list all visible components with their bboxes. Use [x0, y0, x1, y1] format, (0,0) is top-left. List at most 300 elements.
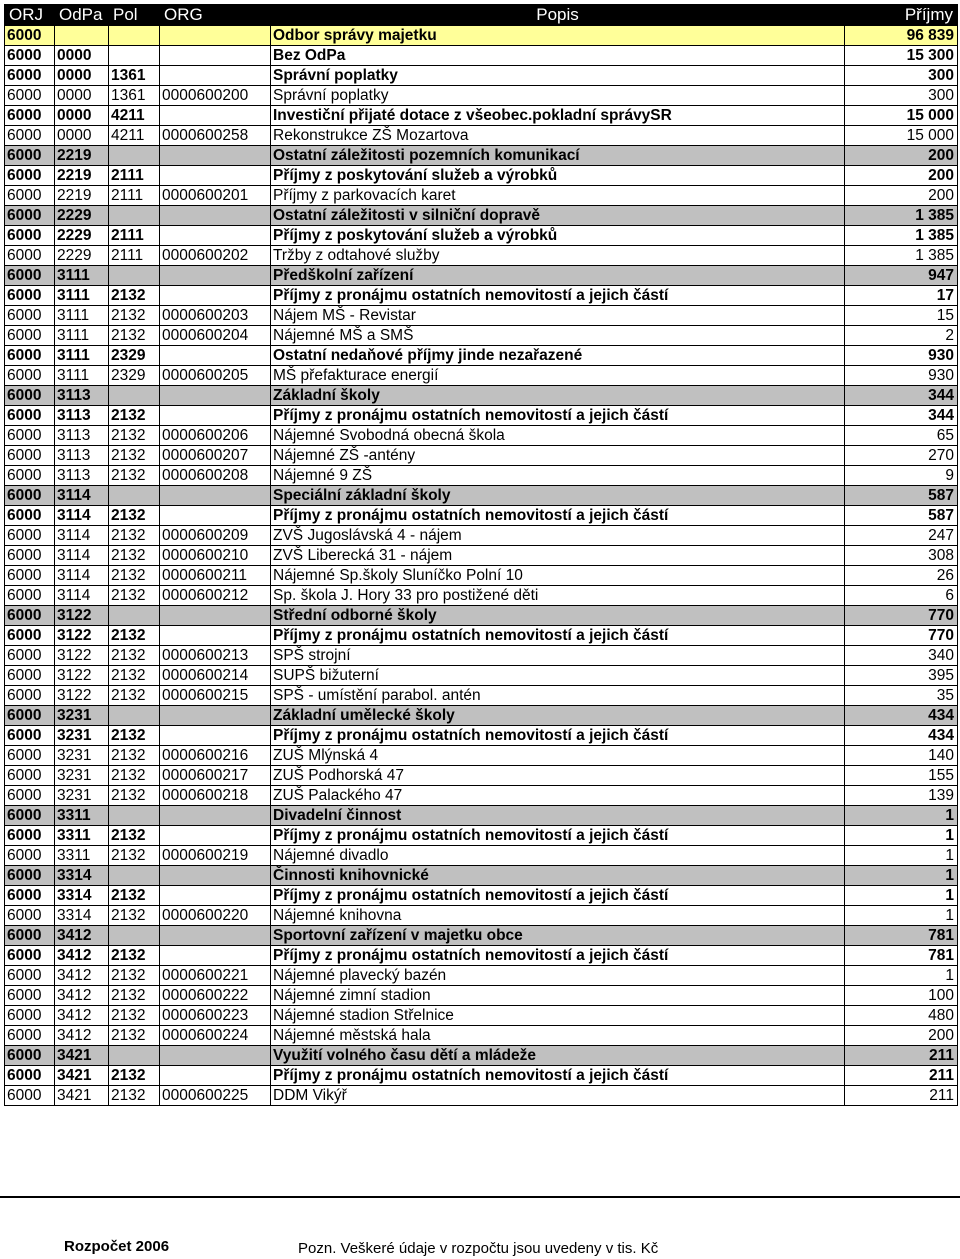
cell-orj[interactable]: 6000: [5, 226, 55, 246]
cell-orj[interactable]: 6000: [5, 1006, 55, 1026]
cell-org[interactable]: 0000600220: [160, 906, 271, 926]
cell-popis[interactable]: Příjmy z pronájmu ostatních nemovitostí a jejich částí: [271, 506, 845, 526]
cell-orj[interactable]: 6000: [5, 506, 55, 526]
cell-popis[interactable]: ZUŠ Podhorská 47: [271, 766, 845, 786]
cell-orj[interactable]: 6000: [5, 966, 55, 986]
cell-org[interactable]: [160, 166, 271, 186]
cell-popis[interactable]: Příjmy z pronájmu ostatních nemovitostí a jejich částí: [271, 406, 845, 426]
cell-orj[interactable]: 6000: [5, 686, 55, 706]
cell-popis[interactable]: Příjmy z pronájmu ostatních nemovitostí a jejich částí: [271, 826, 845, 846]
cell-pol[interactable]: [109, 46, 160, 66]
cell-org[interactable]: 0000600216: [160, 746, 271, 766]
cell-pol[interactable]: 2132: [109, 626, 160, 646]
cell-pol[interactable]: 2111: [109, 166, 160, 186]
cell-popis[interactable]: Ostatní záležitosti pozemních komunikací: [271, 146, 845, 166]
cell-prijmy[interactable]: 1: [845, 966, 958, 986]
cell-prijmy[interactable]: 26: [845, 566, 958, 586]
cell-org[interactable]: 0000600258: [160, 126, 271, 146]
cell-orj[interactable]: 6000: [5, 806, 55, 826]
cell-org[interactable]: [160, 106, 271, 126]
cell-odpa[interactable]: 2229: [55, 246, 109, 266]
table-row[interactable]: [5, 226, 958, 246]
table-row[interactable]: [5, 906, 958, 926]
cell-prijmy[interactable]: 15: [845, 306, 958, 326]
cell-odpa[interactable]: 3111: [55, 346, 109, 366]
cell-orj[interactable]: 6000: [5, 666, 55, 686]
table-row[interactable]: [5, 726, 958, 746]
cell-popis[interactable]: Nájemné plavecký bazén: [271, 966, 845, 986]
cell-prijmy[interactable]: 1 385: [845, 206, 958, 226]
cell-odpa[interactable]: 3311: [55, 846, 109, 866]
cell-pol[interactable]: 2132: [109, 1086, 160, 1106]
cell-prijmy[interactable]: 770: [845, 626, 958, 646]
cell-popis[interactable]: ZVŠ Liberecká 31 - nájem: [271, 546, 845, 566]
cell-orj[interactable]: 6000: [5, 786, 55, 806]
table-row[interactable]: [5, 686, 958, 706]
cell-popis[interactable]: Bez OdPa: [271, 46, 845, 66]
cell-prijmy[interactable]: 9: [845, 466, 958, 486]
cell-prijmy[interactable]: 308: [845, 546, 958, 566]
table-row[interactable]: [5, 26, 958, 46]
cell-odpa[interactable]: 0000: [55, 66, 109, 86]
cell-odpa[interactable]: 3113: [55, 446, 109, 466]
cell-odpa[interactable]: 3114: [55, 486, 109, 506]
cell-pol[interactable]: 2132: [109, 426, 160, 446]
cell-prijmy[interactable]: 947: [845, 266, 958, 286]
cell-orj[interactable]: 6000: [5, 706, 55, 726]
cell-popis[interactable]: Nájemné stadion Střelnice: [271, 1006, 845, 1026]
table-row[interactable]: [5, 266, 958, 286]
cell-odpa[interactable]: 3412: [55, 966, 109, 986]
cell-pol[interactable]: 1361: [109, 66, 160, 86]
column-header-pol[interactable]: Pol: [109, 5, 160, 26]
cell-popis[interactable]: Nájemné divadlo: [271, 846, 845, 866]
cell-prijmy[interactable]: 434: [845, 726, 958, 746]
cell-org[interactable]: [160, 46, 271, 66]
table-row[interactable]: [5, 926, 958, 946]
cell-org[interactable]: 0000600215: [160, 686, 271, 706]
cell-pol[interactable]: 2132: [109, 326, 160, 346]
cell-pol[interactable]: 2329: [109, 346, 160, 366]
cell-prijmy[interactable]: 1: [845, 866, 958, 886]
cell-orj[interactable]: 6000: [5, 386, 55, 406]
cell-prijmy[interactable]: 1: [845, 806, 958, 826]
column-header-odpa[interactable]: OdPa: [55, 5, 109, 26]
cell-org[interactable]: 0000600206: [160, 426, 271, 446]
cell-popis[interactable]: DDM Vikýř: [271, 1086, 845, 1106]
table-row[interactable]: [5, 46, 958, 66]
cell-pol[interactable]: [109, 806, 160, 826]
cell-orj[interactable]: 6000: [5, 846, 55, 866]
cell-prijmy[interactable]: 781: [845, 946, 958, 966]
cell-popis[interactable]: Nájemné městská hala: [271, 1026, 845, 1046]
cell-orj[interactable]: 6000: [5, 746, 55, 766]
cell-prijmy[interactable]: 340: [845, 646, 958, 666]
cell-prijmy[interactable]: 1 385: [845, 246, 958, 266]
cell-pol[interactable]: 2132: [109, 826, 160, 846]
cell-orj[interactable]: 6000: [5, 566, 55, 586]
cell-popis[interactable]: SPŠ strojní: [271, 646, 845, 666]
table-row[interactable]: [5, 426, 958, 446]
cell-popis[interactable]: MŠ přefakturace energií: [271, 366, 845, 386]
cell-odpa[interactable]: 3122: [55, 666, 109, 686]
cell-popis[interactable]: Ostatní nedaňové příjmy jinde nezařazené: [271, 346, 845, 366]
cell-prijmy[interactable]: 587: [845, 486, 958, 506]
cell-org[interactable]: 0000600205: [160, 366, 271, 386]
cell-popis[interactable]: Využití volného času dětí a mládeže: [271, 1046, 845, 1066]
cell-odpa[interactable]: 3113: [55, 466, 109, 486]
cell-prijmy[interactable]: 344: [845, 386, 958, 406]
table-row[interactable]: [5, 846, 958, 866]
cell-orj[interactable]: 6000: [5, 886, 55, 906]
cell-popis[interactable]: Správní poplatky: [271, 86, 845, 106]
cell-pol[interactable]: 2132: [109, 546, 160, 566]
cell-popis[interactable]: Divadelní činnost: [271, 806, 845, 826]
cell-pol[interactable]: 2132: [109, 1026, 160, 1046]
table-row[interactable]: [5, 126, 958, 146]
cell-orj[interactable]: 6000: [5, 926, 55, 946]
cell-org[interactable]: 0000600201: [160, 186, 271, 206]
cell-popis[interactable]: Tržby z odtahové služby: [271, 246, 845, 266]
table-row[interactable]: [5, 1026, 958, 1046]
cell-prijmy[interactable]: 96 839: [845, 26, 958, 46]
cell-org[interactable]: 0000600200: [160, 86, 271, 106]
cell-orj[interactable]: 6000: [5, 86, 55, 106]
cell-org[interactable]: [160, 486, 271, 506]
cell-pol[interactable]: 2132: [109, 666, 160, 686]
column-header-org[interactable]: ORG: [160, 5, 271, 26]
cell-org[interactable]: 0000600207: [160, 446, 271, 466]
cell-odpa[interactable]: 3311: [55, 826, 109, 846]
cell-pol[interactable]: 2132: [109, 726, 160, 746]
cell-org[interactable]: [160, 706, 271, 726]
cell-pol[interactable]: 2132: [109, 306, 160, 326]
cell-prijmy[interactable]: 1: [845, 886, 958, 906]
cell-org[interactable]: 0000600217: [160, 766, 271, 786]
cell-orj[interactable]: 6000: [5, 726, 55, 746]
cell-pol[interactable]: 1361: [109, 86, 160, 106]
cell-prijmy[interactable]: 770: [845, 606, 958, 626]
cell-prijmy[interactable]: 65: [845, 426, 958, 446]
cell-pol[interactable]: [109, 866, 160, 886]
cell-orj[interactable]: 6000: [5, 1046, 55, 1066]
cell-popis[interactable]: Příjmy z poskytování služeb a výrobků: [271, 226, 845, 246]
cell-pol[interactable]: 2132: [109, 686, 160, 706]
cell-pol[interactable]: 2111: [109, 186, 160, 206]
cell-prijmy[interactable]: 211: [845, 1086, 958, 1106]
cell-odpa[interactable]: 3111: [55, 286, 109, 306]
cell-org[interactable]: 0000600221: [160, 966, 271, 986]
cell-odpa[interactable]: 3114: [55, 506, 109, 526]
cell-odpa[interactable]: 3412: [55, 1026, 109, 1046]
table-row[interactable]: [5, 106, 958, 126]
table-row[interactable]: [5, 546, 958, 566]
cell-orj[interactable]: 6000: [5, 606, 55, 626]
cell-org[interactable]: 0000600209: [160, 526, 271, 546]
cell-odpa[interactable]: 2229: [55, 206, 109, 226]
cell-orj[interactable]: 6000: [5, 486, 55, 506]
cell-orj[interactable]: 6000: [5, 326, 55, 346]
cell-org[interactable]: [160, 806, 271, 826]
cell-pol[interactable]: 2132: [109, 766, 160, 786]
cell-org[interactable]: 0000600214: [160, 666, 271, 686]
table-row[interactable]: [5, 286, 958, 306]
cell-popis[interactable]: Příjmy z pronájmu ostatních nemovitostí a jejich částí: [271, 286, 845, 306]
cell-org[interactable]: 0000600225: [160, 1086, 271, 1106]
cell-prijmy[interactable]: 395: [845, 666, 958, 686]
cell-orj[interactable]: 6000: [5, 866, 55, 886]
table-row[interactable]: [5, 406, 958, 426]
cell-pol[interactable]: 2132: [109, 526, 160, 546]
cell-popis[interactable]: ZUŠ Palackého 47: [271, 786, 845, 806]
cell-popis[interactable]: Nájemné 9 ZŠ: [271, 466, 845, 486]
cell-orj[interactable]: 6000: [5, 186, 55, 206]
cell-popis[interactable]: Nájemné ZŠ -antény: [271, 446, 845, 466]
table-row[interactable]: [5, 66, 958, 86]
cell-popis[interactable]: ZUŠ Mlýnská 4: [271, 746, 845, 766]
cell-odpa[interactable]: 3111: [55, 326, 109, 346]
cell-pol[interactable]: 2132: [109, 566, 160, 586]
table-row[interactable]: [5, 1086, 958, 1106]
table-row[interactable]: [5, 786, 958, 806]
cell-prijmy[interactable]: 17: [845, 286, 958, 306]
cell-pol[interactable]: 2132: [109, 1066, 160, 1086]
cell-orj[interactable]: 6000: [5, 526, 55, 546]
cell-odpa[interactable]: 3421: [55, 1086, 109, 1106]
table-row[interactable]: [5, 986, 958, 1006]
cell-prijmy[interactable]: 930: [845, 366, 958, 386]
cell-odpa[interactable]: 3412: [55, 926, 109, 946]
table-row[interactable]: [5, 1046, 958, 1066]
cell-pol[interactable]: [109, 386, 160, 406]
table-row[interactable]: [5, 1006, 958, 1026]
table-row[interactable]: [5, 946, 958, 966]
table-row[interactable]: [5, 566, 958, 586]
cell-popis[interactable]: Příjmy z pronájmu ostatních nemovitostí a jejich částí: [271, 946, 845, 966]
cell-org[interactable]: 0000600218: [160, 786, 271, 806]
cell-org[interactable]: [160, 926, 271, 946]
cell-odpa[interactable]: 3114: [55, 526, 109, 546]
cell-pol[interactable]: [109, 206, 160, 226]
cell-odpa[interactable]: 3421: [55, 1066, 109, 1086]
table-row[interactable]: [5, 326, 958, 346]
cell-prijmy[interactable]: 211: [845, 1066, 958, 1086]
table-row[interactable]: [5, 766, 958, 786]
cell-prijmy[interactable]: 2: [845, 326, 958, 346]
column-header-orj[interactable]: ORJ: [5, 5, 55, 26]
cell-pol[interactable]: 2132: [109, 886, 160, 906]
table-row[interactable]: [5, 626, 958, 646]
cell-odpa[interactable]: 3231: [55, 706, 109, 726]
cell-popis[interactable]: Nájemné knihovna: [271, 906, 845, 926]
cell-org[interactable]: [160, 346, 271, 366]
cell-org[interactable]: 0000600208: [160, 466, 271, 486]
cell-odpa[interactable]: 3114: [55, 566, 109, 586]
cell-odpa[interactable]: 0000: [55, 46, 109, 66]
cell-popis[interactable]: Ostatní záležitosti v silniční dopravě: [271, 206, 845, 226]
table-row[interactable]: [5, 86, 958, 106]
cell-popis[interactable]: Nájemné Sp.školy Sluníčko Polní 10: [271, 566, 845, 586]
cell-prijmy[interactable]: 1: [845, 906, 958, 926]
table-row[interactable]: [5, 886, 958, 906]
table-row[interactable]: [5, 606, 958, 626]
cell-prijmy[interactable]: 300: [845, 86, 958, 106]
cell-popis[interactable]: Střední odborné školy: [271, 606, 845, 626]
cell-odpa[interactable]: 3122: [55, 686, 109, 706]
cell-prijmy[interactable]: 6: [845, 586, 958, 606]
cell-orj[interactable]: 6000: [5, 826, 55, 846]
cell-org[interactable]: [160, 726, 271, 746]
cell-orj[interactable]: 6000: [5, 446, 55, 466]
cell-orj[interactable]: 6000: [5, 166, 55, 186]
cell-odpa[interactable]: 3114: [55, 546, 109, 566]
cell-prijmy[interactable]: 1: [845, 846, 958, 866]
cell-org[interactable]: [160, 26, 271, 46]
cell-odpa[interactable]: 3311: [55, 806, 109, 826]
table-row[interactable]: [5, 246, 958, 266]
cell-prijmy[interactable]: 247: [845, 526, 958, 546]
table-row[interactable]: [5, 146, 958, 166]
cell-odpa[interactable]: 2219: [55, 166, 109, 186]
cell-prijmy[interactable]: 1: [845, 826, 958, 846]
cell-orj[interactable]: 6000: [5, 986, 55, 1006]
cell-orj[interactable]: 6000: [5, 126, 55, 146]
table-row[interactable]: [5, 746, 958, 766]
cell-prijmy[interactable]: 1 385: [845, 226, 958, 246]
cell-odpa[interactable]: 3113: [55, 426, 109, 446]
cell-orj[interactable]: 6000: [5, 1086, 55, 1106]
cell-popis[interactable]: Sp. škola J. Hory 33 pro postižené děti: [271, 586, 845, 606]
cell-prijmy[interactable]: 781: [845, 926, 958, 946]
cell-odpa[interactable]: 0000: [55, 86, 109, 106]
cell-org[interactable]: [160, 386, 271, 406]
cell-pol[interactable]: 4211: [109, 106, 160, 126]
cell-pol[interactable]: 2132: [109, 1006, 160, 1026]
cell-prijmy[interactable]: 480: [845, 1006, 958, 1026]
cell-prijmy[interactable]: 211: [845, 1046, 958, 1066]
table-row[interactable]: [5, 806, 958, 826]
cell-odpa[interactable]: 3314: [55, 866, 109, 886]
cell-orj[interactable]: 6000: [5, 286, 55, 306]
cell-odpa[interactable]: 3113: [55, 406, 109, 426]
cell-prijmy[interactable]: 15 000: [845, 106, 958, 126]
cell-pol[interactable]: 2132: [109, 506, 160, 526]
table-row[interactable]: [5, 386, 958, 406]
cell-popis[interactable]: SUPŠ bižuterní: [271, 666, 845, 686]
cell-org[interactable]: [160, 66, 271, 86]
cell-org[interactable]: [160, 1066, 271, 1086]
cell-odpa[interactable]: [55, 26, 109, 46]
table-row[interactable]: [5, 166, 958, 186]
cell-pol[interactable]: [109, 146, 160, 166]
cell-org[interactable]: [160, 886, 271, 906]
table-row[interactable]: [5, 866, 958, 886]
cell-popis[interactable]: Správní poplatky: [271, 66, 845, 86]
cell-pol[interactable]: [109, 606, 160, 626]
cell-pol[interactable]: 2132: [109, 446, 160, 466]
cell-pol[interactable]: 2132: [109, 786, 160, 806]
cell-orj[interactable]: 6000: [5, 946, 55, 966]
cell-org[interactable]: [160, 1046, 271, 1066]
cell-org[interactable]: [160, 606, 271, 626]
cell-odpa[interactable]: 3412: [55, 986, 109, 1006]
cell-prijmy[interactable]: 300: [845, 66, 958, 86]
cell-odpa[interactable]: 2219: [55, 186, 109, 206]
cell-org[interactable]: [160, 406, 271, 426]
cell-orj[interactable]: 6000: [5, 366, 55, 386]
table-row[interactable]: [5, 206, 958, 226]
table-row[interactable]: [5, 446, 958, 466]
cell-popis[interactable]: Příjmy z pronájmu ostatních nemovitostí a jejich částí: [271, 726, 845, 746]
table-row[interactable]: [5, 486, 958, 506]
cell-odpa[interactable]: 2229: [55, 226, 109, 246]
cell-popis[interactable]: Příjmy z poskytování služeb a výrobků: [271, 166, 845, 186]
cell-prijmy[interactable]: 270: [845, 446, 958, 466]
cell-popis[interactable]: Příjmy z pronájmu ostatních nemovitostí a jejich částí: [271, 626, 845, 646]
table-row[interactable]: [5, 826, 958, 846]
cell-odpa[interactable]: 3421: [55, 1046, 109, 1066]
cell-odpa[interactable]: 3314: [55, 906, 109, 926]
cell-org[interactable]: 0000600204: [160, 326, 271, 346]
cell-odpa[interactable]: 3122: [55, 646, 109, 666]
cell-odpa[interactable]: 3122: [55, 606, 109, 626]
cell-orj[interactable]: 6000: [5, 26, 55, 46]
cell-org[interactable]: [160, 266, 271, 286]
cell-orj[interactable]: 6000: [5, 66, 55, 86]
table-row[interactable]: [5, 966, 958, 986]
cell-orj[interactable]: 6000: [5, 426, 55, 446]
table-row[interactable]: [5, 646, 958, 666]
cell-orj[interactable]: 6000: [5, 106, 55, 126]
cell-pol[interactable]: 2111: [109, 226, 160, 246]
cell-pol[interactable]: 2132: [109, 586, 160, 606]
cell-odpa[interactable]: 3111: [55, 366, 109, 386]
cell-prijmy[interactable]: 200: [845, 166, 958, 186]
cell-popis[interactable]: Nájemné MŠ a SMŠ: [271, 326, 845, 346]
cell-orj[interactable]: 6000: [5, 206, 55, 226]
cell-pol[interactable]: 2111: [109, 246, 160, 266]
cell-pol[interactable]: 2329: [109, 366, 160, 386]
cell-orj[interactable]: 6000: [5, 546, 55, 566]
cell-odpa[interactable]: 3412: [55, 1006, 109, 1026]
cell-odpa[interactable]: 2219: [55, 146, 109, 166]
cell-pol[interactable]: 2132: [109, 846, 160, 866]
cell-pol[interactable]: 4211: [109, 126, 160, 146]
cell-popis[interactable]: Příjmy z pronájmu ostatních nemovitostí a jejich částí: [271, 1066, 845, 1086]
cell-orj[interactable]: 6000: [5, 46, 55, 66]
cell-orj[interactable]: 6000: [5, 906, 55, 926]
cell-orj[interactable]: 6000: [5, 346, 55, 366]
cell-prijmy[interactable]: 434: [845, 706, 958, 726]
cell-orj[interactable]: 6000: [5, 466, 55, 486]
cell-pol[interactable]: [109, 486, 160, 506]
cell-odpa[interactable]: 3113: [55, 386, 109, 406]
table-row[interactable]: [5, 706, 958, 726]
cell-popis[interactable]: Základní školy: [271, 386, 845, 406]
table-row[interactable]: [5, 366, 958, 386]
cell-org[interactable]: [160, 506, 271, 526]
table-row[interactable]: [5, 306, 958, 326]
cell-orj[interactable]: 6000: [5, 1066, 55, 1086]
cell-orj[interactable]: 6000: [5, 306, 55, 326]
cell-prijmy[interactable]: 200: [845, 186, 958, 206]
cell-orj[interactable]: 6000: [5, 266, 55, 286]
cell-pol[interactable]: 2132: [109, 906, 160, 926]
cell-orj[interactable]: 6000: [5, 646, 55, 666]
cell-org[interactable]: [160, 226, 271, 246]
cell-odpa[interactable]: 3122: [55, 626, 109, 646]
cell-org[interactable]: [160, 826, 271, 846]
